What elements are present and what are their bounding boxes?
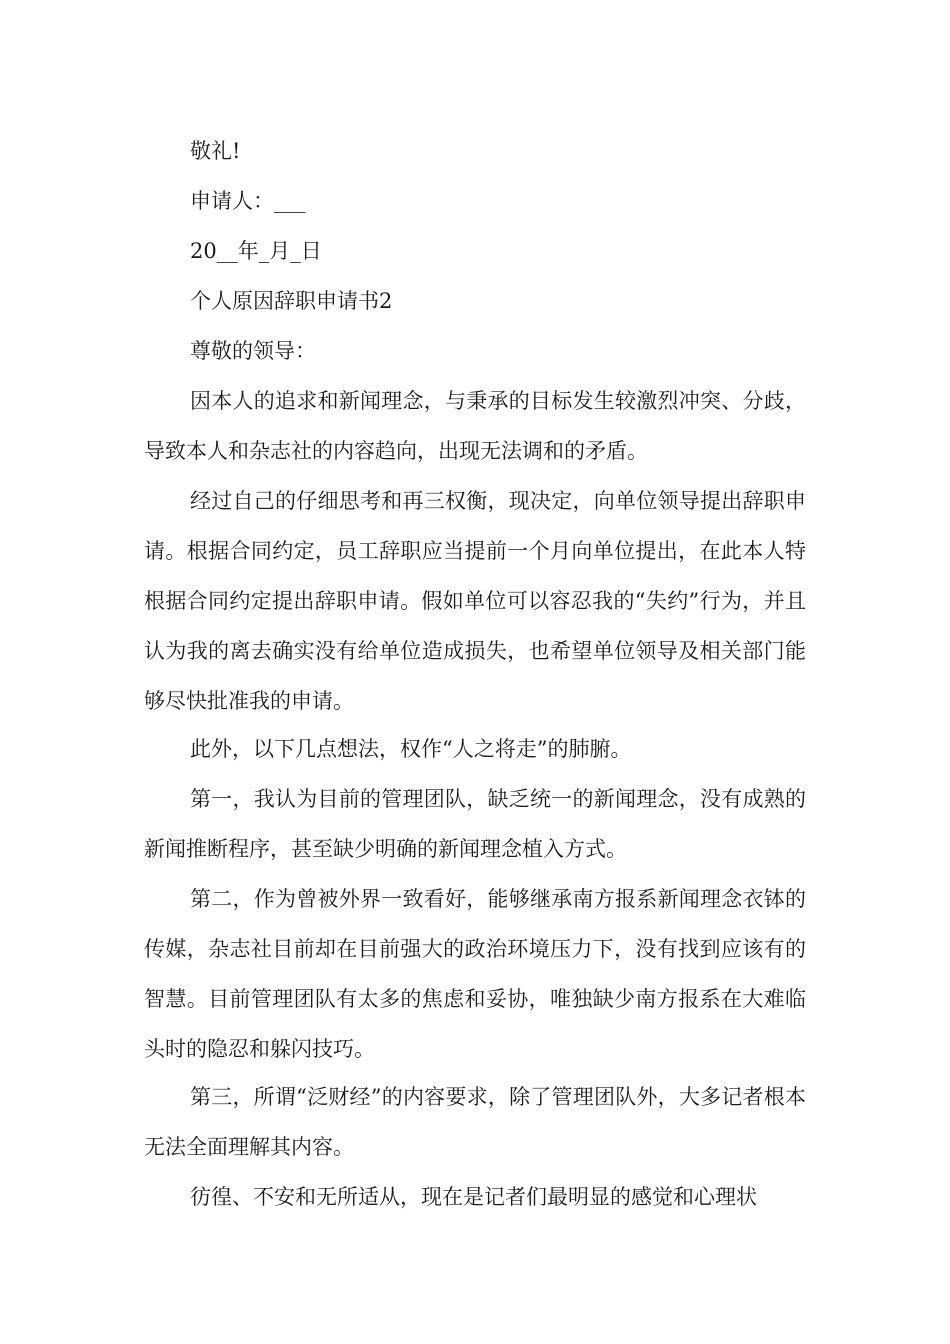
paragraph: 第三，所谓“泛财经”的内容要求，除了管理团队外，大多记者根本无法全面理解其内容。 bbox=[144, 1085, 806, 1159]
paragraph: 第二，作为曾被外界一致看好，能够继承南方报系新闻理念衣钵的传媒，杂志社目前却在目前强大的政治环境压力下，没有找到应该有的智慧。目前管理团队有太多的焦虑和妥协，唯独缺少南方报系在大难临头时的隐忍和躲闪技巧。 bbox=[144, 887, 806, 1061]
paragraph: 因本人的追求和新闻理念，与秉承的目标发生较激烈冲突、分歧，导致本人和杂志社的内容趋向，出现无法调和的矛盾。 bbox=[144, 389, 806, 463]
paragraph: 彷徨、不安和无所适从，现在是记者们最明显的感觉和心理状 bbox=[190, 1185, 757, 1209]
date-line: 20__年_月_日 bbox=[190, 239, 322, 263]
paragraph: 第一，我认为目前的管理团队，缺乏统一的新闻理念，没有成熟的新闻推断程序，甚至缺少明确的新闻理念植入方式。 bbox=[144, 787, 806, 861]
paragraph: 经过自己的仔细思考和再三权衡，现决定，向单位领导提出辞职申请。根据合同约定，员工辞职应当提前一个月向单位提出，在此本人特根据合同约定提出辞职申请。假如单位可以容忍我的“失约”行为，并且认为我的离去确实没有给单位造成损失，也希望单位领导及相关部门能够尽快批准我的申请。 bbox=[144, 489, 806, 713]
salutation: 尊敬的领导： bbox=[190, 339, 316, 363]
applicant-line: 申请人：___ bbox=[190, 189, 306, 213]
paragraph: 此外，以下几点想法，权作“人之将走”的肺腑。 bbox=[190, 737, 632, 761]
document-title: 个人原因辞职申请书2 bbox=[190, 289, 393, 313]
closing-line: 敬礼! bbox=[190, 139, 241, 163]
